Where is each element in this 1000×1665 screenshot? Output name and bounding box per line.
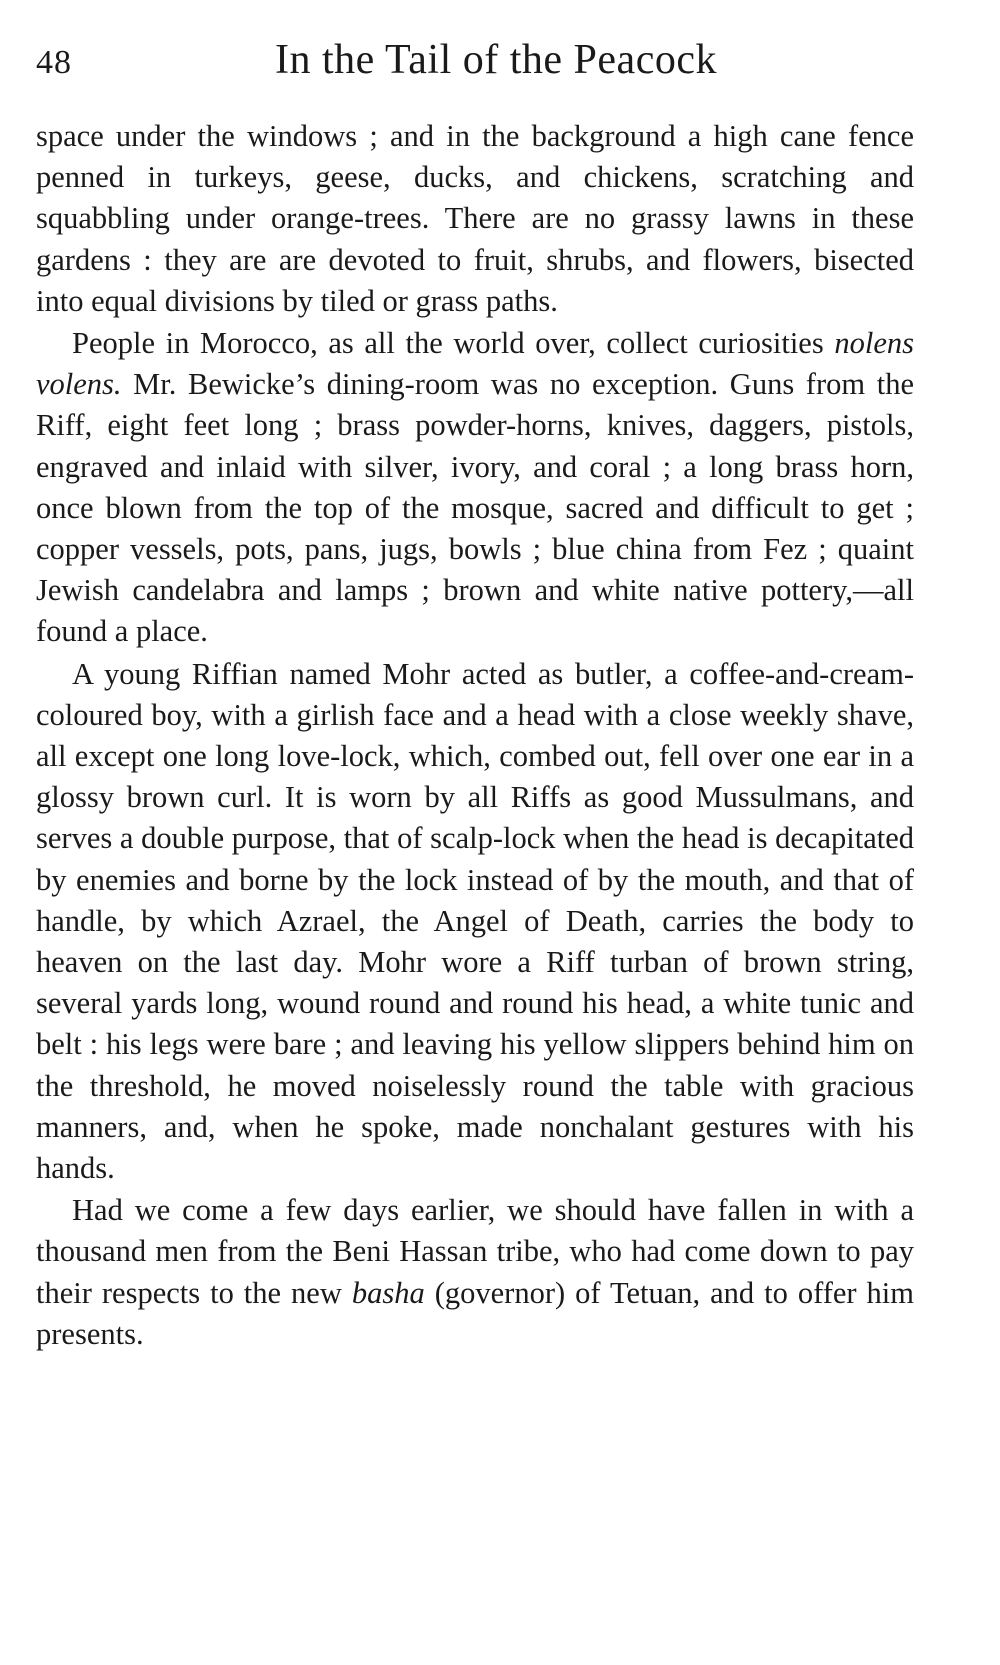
running-title: In the Tail of the Peacock [275,37,717,83]
paragraph-1 [36,116,914,322]
paragraph-2 [36,323,914,653]
italic-term-basha: basha [351,1275,425,1310]
paragraph-1-text: space under the windows ; and in the background a high cane fence penned in turkeys, geese, ducks, and chickens, scratching and squabbling under orange-trees. There are no grassy lawns in these gardens : they are are devoted to fruit, shrubs, and flowers, bisected into equal divisions by tiled or grass paths. [36,119,914,318]
body-text [36,116,914,1355]
page-number: 48 [36,44,72,81]
paragraph-4-text-start: Had we come a few days earlier, we should have fallen in with a thousand men from the Beni Hassan tribe, who had come down to pay their respects to the new [36,1193,914,1310]
latin-phrase: nolens volens. [36,326,914,402]
paragraph-3-text: A young Riffian named Mohr acted as butler, a coffee-and-cream-coloured boy, with a girlish face and a head with a close weekly shave, all except one long love-lock, which, combed out, fell over one ear in a glossy brown curl. It is worn by all Riffs as good Mussulmans, and serves a double purpose, that of scalp-lock when the head is decapitated by enemies and borne by the lock instead of by the mouth, and that of handle, by which Azrael, the Angel of Death, carries the body to heaven on the last day. Mohr wore a Riff turban of brown string, several yards long, wound round and round his head, a white tunic and belt : his legs were bare ; and leaving his yellow slippers behind him on the threshold, he moved noiselessly round the table with gracious manners, and, when he spoke, made nonchalant gestures with his hands. [36,656,914,1186]
page-header [36,36,956,96]
paragraph-2-text-start: People in Morocco, as all the world over, collect curiosities [72,326,835,361]
paragraph-4-text-end: (governor) of Tetuan, and to offer him presents. [36,1275,914,1351]
paragraph-2-text-end: Mr. Bewicke’s dining-room was no exception. Guns from the Riff, eight feet long ; brass powder-horns, knives, daggers, pistols, engraved and inlaid with silver, ivory, and coral ; a long brass horn, once blown from the top of the mosque, sacred and difficult to get ; copper vessels, pots, pans, jugs, bowls ; blue china from Fez ; quaint Jewish candelabra and lamps ; brown and white native pottery,—all found a place. [36,367,914,649]
paragraph-4 [36,1190,914,1355]
paragraph-3 [36,654,914,1190]
